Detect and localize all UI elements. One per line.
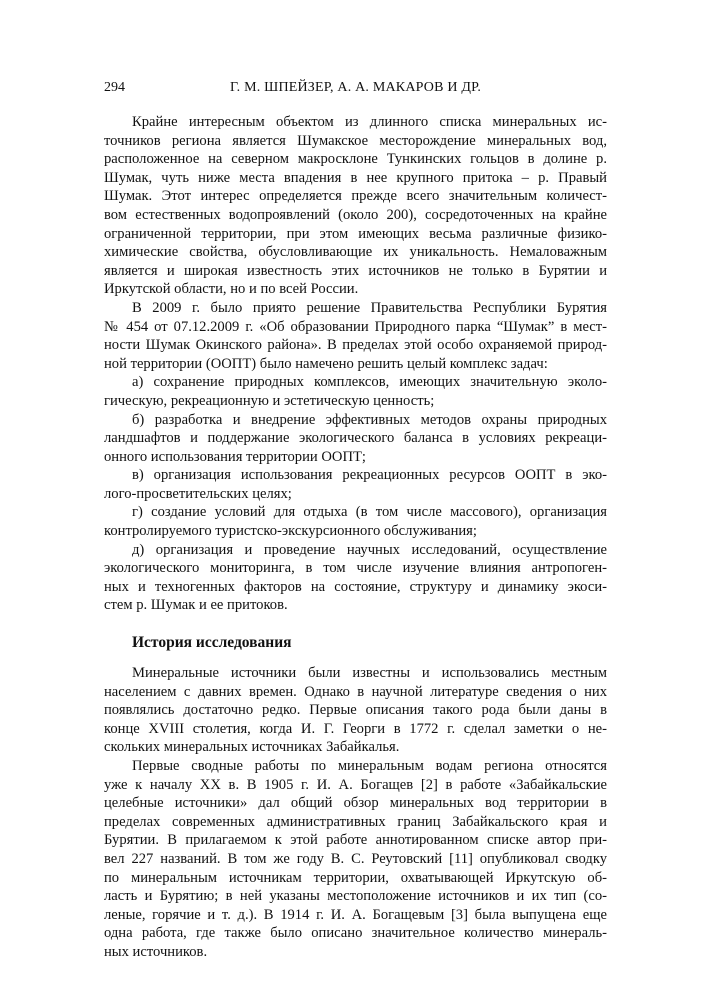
text-line: Шумак. Этот интерес определяется прежде всего значительным количест- bbox=[104, 188, 607, 205]
paragraph bbox=[104, 299, 607, 373]
text-line: расположенное на северном макросклоне Тункинских гольцов в долине р. bbox=[104, 151, 607, 168]
text-line: ных и техногенных факторов на состояние, структуру и динамику экоси- bbox=[104, 578, 607, 595]
text-line: б) разработка и внедрение эффективных методов охраны природных bbox=[132, 411, 607, 428]
text-line: ности Шумак Окинского района». В пределах этой особо охраняемой природ- bbox=[104, 337, 607, 354]
text-line: ландшафтов и поддержание экологического баланса в условиях рекреаци- bbox=[104, 430, 607, 447]
text-line: а) сохранение природных комплексов, имеющих значительную эколо- bbox=[132, 374, 607, 391]
text-line: онного использования территории ООПТ; bbox=[104, 448, 366, 465]
list-item bbox=[104, 541, 607, 615]
text-line: по минеральным источникам территории, охватывающей Иркутскую об- bbox=[104, 869, 607, 886]
running-head: Г. М. ШПЕЙЗЕР, А. А. МАКАРОВ И ДР. bbox=[229, 80, 482, 95]
text-line: конце XVIII столетия, когда И. Г. Георги в 1772 г. сделал заметки о не- bbox=[104, 720, 607, 737]
text-line: Крайне интересным объектом из длинного списка минеральных ис- bbox=[132, 114, 607, 130]
text-line: ласть и Бурятию; в ней указаны местоположение источников и их тип (со- bbox=[104, 888, 607, 905]
text-line: в) организация использования рекреационных ресурсов ООПТ в эко- bbox=[132, 467, 607, 484]
text-line: ной территории (ООПТ) было намечено решить целый комплекс задач: bbox=[104, 355, 548, 372]
text-line: вом естественных водопроявлений (около 200), сосредоточенных на крайне bbox=[104, 206, 607, 223]
text-line: д) организация и проведение научных исследований, осуществление bbox=[132, 541, 607, 558]
body-text bbox=[104, 113, 607, 962]
text-line: В 2009 г. было приято решение Правительства Республики Бурятия bbox=[132, 299, 607, 316]
text-line: скольких минеральных источниках Забайкалья. bbox=[104, 739, 400, 756]
text-line: точников региона является Шумакское месторождение минеральных вод, bbox=[104, 132, 607, 149]
text-line: стем р. Шумак и ее притоков. bbox=[104, 597, 288, 614]
list-item bbox=[104, 373, 607, 410]
paragraph bbox=[104, 113, 607, 299]
text-line: № 454 от 07.12.2009 г. «Об образовании Природного парка “Шумак” в мест- bbox=[104, 318, 607, 335]
list-item bbox=[104, 411, 607, 467]
paragraph bbox=[104, 664, 607, 757]
page-header bbox=[104, 80, 607, 100]
text-line: контролируемого туристско-экскурсионного обслуживания; bbox=[104, 523, 477, 540]
text-line: Первые сводные работы по минеральным водам региона относятся bbox=[132, 758, 607, 774]
text-line: появлялись достаточно редко. Первые описания такого рода были даны в bbox=[104, 702, 607, 719]
text-line: является и широкая известность этих источников не только в Бурятии и bbox=[104, 262, 607, 279]
text-line: химические свойства, обусловливающие их уникальность. Немаловажным bbox=[104, 244, 607, 261]
text-line: одна работа, где также было описано значительное количество минераль- bbox=[104, 925, 607, 942]
text-line: целебные источники» дал общий обзор минеральных вод территории в bbox=[104, 795, 607, 812]
text-line: лого-просветительских целях; bbox=[104, 485, 292, 502]
text-line: населением с давних времен. Однако в научной литературе сведения о них bbox=[104, 683, 607, 700]
text-line: г) создание условий для отдыха (в том числе массового), организация bbox=[132, 504, 607, 521]
section-heading: История исследования bbox=[132, 634, 292, 652]
list-item bbox=[104, 503, 607, 540]
text-line: уже к началу XX в. В 1905 г. И. А. Богащев [2] в работе «Забайкальские bbox=[104, 776, 607, 793]
text-line: ограниченной территории, при этом имеющих весьма различные физико- bbox=[104, 225, 607, 242]
text-line: леные, горячие и т. д.). В 1914 г. И. А. Богащевым [3] была выпущена еще bbox=[104, 906, 607, 923]
page-number: 294 bbox=[104, 80, 125, 95]
paragraph bbox=[104, 757, 607, 962]
text-line: ных источников. bbox=[104, 943, 208, 960]
text-line: вел 227 названий. В том же году В. С. Реутовский [11] опубликовал сводку bbox=[104, 850, 607, 867]
text-line: пределах современных административных границ Забайкальского края и bbox=[104, 813, 607, 830]
text-line: Иркутской области, но и по всей России. bbox=[104, 281, 359, 298]
text-line: экологического мониторинга, в том числе изучение влияния антропоген- bbox=[104, 560, 607, 577]
text-line: Минеральные источники были известны и использовались местным bbox=[132, 665, 607, 682]
text-line: Шумак, чуть ниже места впадения в нее крупного притока – р. Правый bbox=[104, 169, 607, 186]
list-item bbox=[104, 466, 607, 503]
text-line: Бурятии. В прилагаемом к этой работе аннотированном списке автор при- bbox=[104, 832, 607, 849]
text-line: гическую, рекреационную и эстетическую ценность; bbox=[104, 392, 435, 409]
